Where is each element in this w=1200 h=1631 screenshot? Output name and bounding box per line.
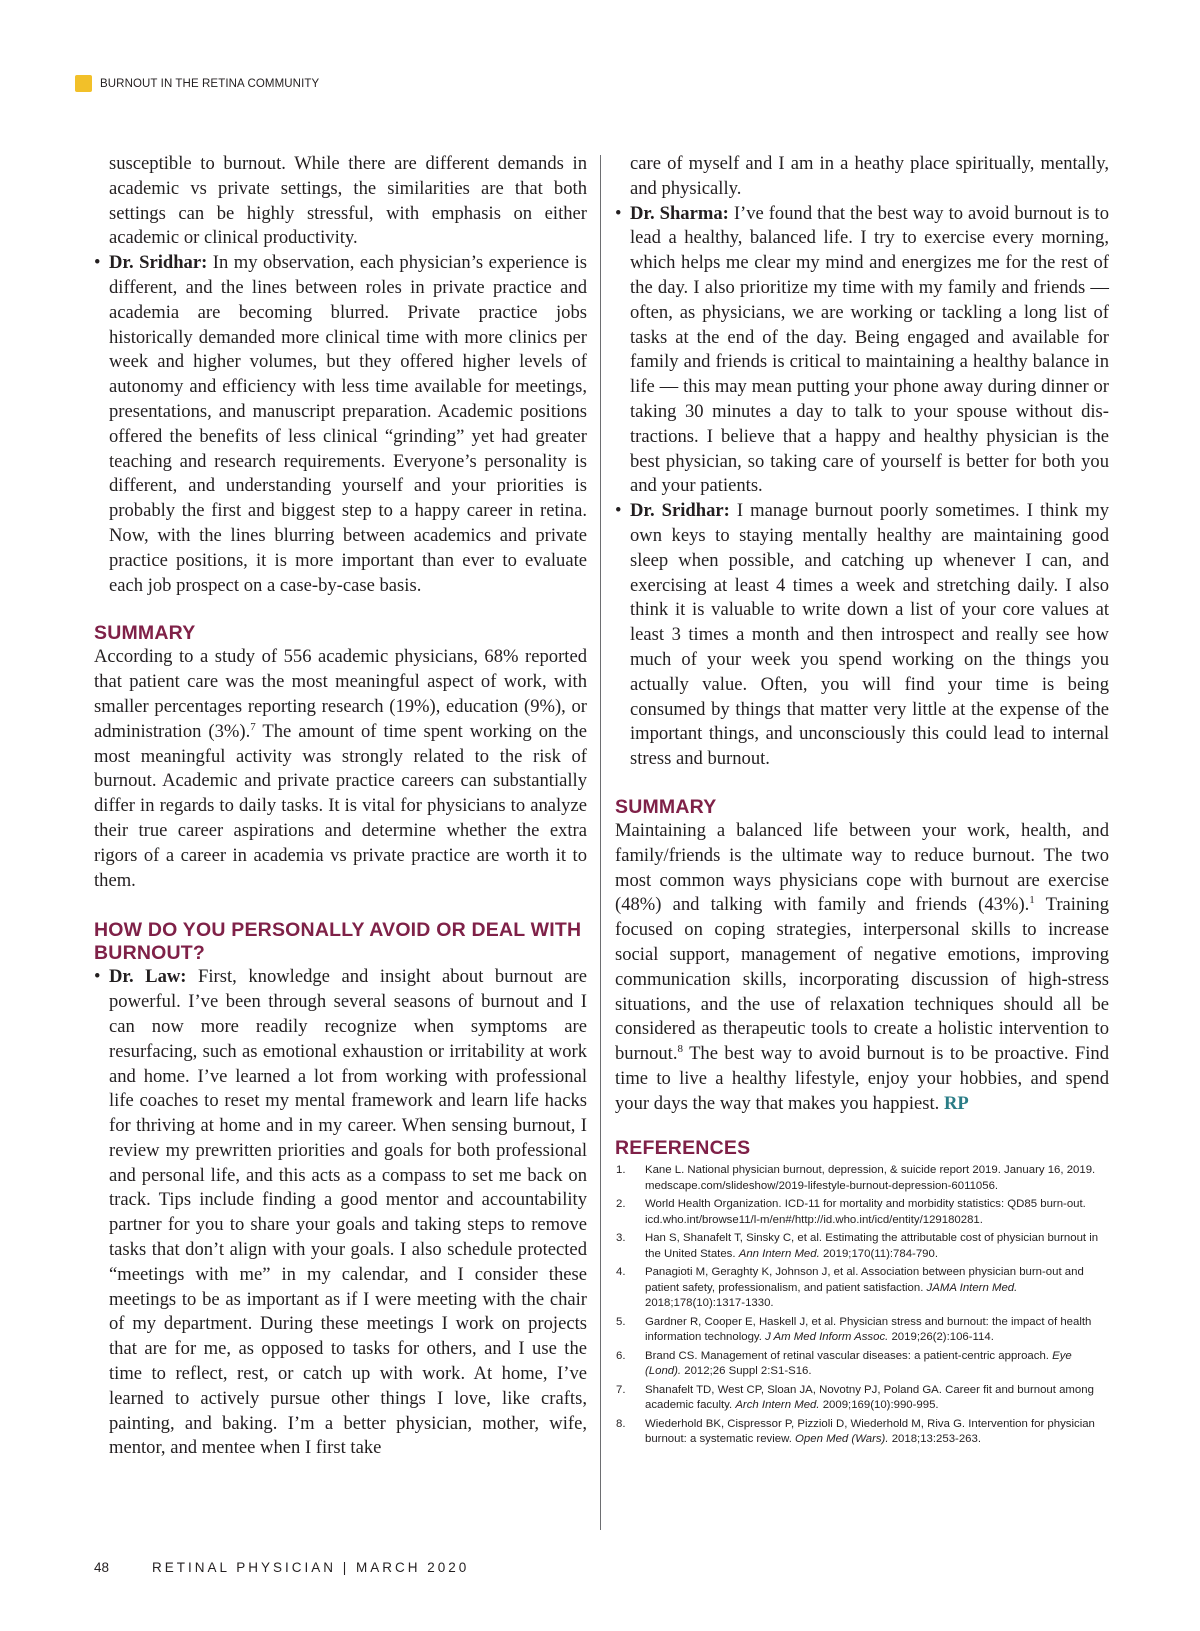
bullet-icon: • [615,500,622,522]
reference-journal: Arch Intern Med. [735,1399,820,1412]
summary-text-3: The best way to avoid burnout is to be proactive. Find time to live a healthy lifestyle, enjoy your hobbies, and spend your days the way that makes you happiest. [615,1043,1109,1114]
bullet-sridhar-careers [94,251,587,598]
left-column [94,152,587,1461]
reference-journal: Eye (Lond). [645,1349,1072,1378]
bullet-text: First, knowledge and insight about burnout are powerful. I’ve been through several seasons of burnout and I can now more readily recognize when symptoms are resurfacing, such as emotional exhaustion or irritability at work and home. I’ve learned a lot from working with professional life coaches to reset my mental framework and learn life hacks for thriving at home and in my career. When sensing burnout, I review my prewritten priorities and goals for both professional and personal life, and this acts as a compass to set me back on track. Tips include finding a good mentor and accountability partner for you to share your goals and taking steps to remove tasks that don’t align with your goals. I also schedule protected “meetings with me” in my calendar, and I consider these meetings to be as important as if I were meeting with the chair of my department. During these meetings I work on projects that are for me, as opposed to tasks for others, and I use the time to reflect, rest, or catch up with work. At home, I’ve learned to actively pursue other things I love, like crafts, painting, and baking. I’m a better physician, mother, wife, mentor, and mentee when I first take [109,966,587,1459]
reference-item [615,1315,1109,1346]
references-heading: REFERENCES [615,1137,751,1160]
page-footer [94,1560,469,1575]
reference-number: 4. [616,1266,626,1279]
reference-number: 8. [616,1417,626,1430]
reference-journal: Ann Intern Med. [738,1247,820,1260]
right-column [615,152,1109,1451]
references-list [615,1163,1109,1448]
citation-ref: 8 [677,1043,683,1056]
reference-citation: 2018;13:253-263. [888,1433,982,1446]
summary-heading-left: SUMMARY [94,622,196,645]
summary-text-1: According to a study of 556 academic physicians, 68% reported that patient care was the most meaningful aspect of work, with smaller percentages reporting research (19%), education (9%), or administration (3%). [94,646,587,742]
reference-number: 7. [616,1383,626,1396]
reference-text: Wiederhold BK, Cispressor P, Pizzioli D, Wiederhold M, Riva G. Intervention for physician burnout: a systematic review. [645,1417,1095,1446]
speaker-name: Dr. Sridhar: [630,500,730,522]
bullet-sridhar-coping [615,499,1109,772]
reference-citation: 2012;26 Suppl 2:S1-S16. [681,1365,812,1378]
page-number: 48 [94,1560,110,1575]
reference-citation: 2019;26(2):106-114. [888,1331,994,1344]
reference-item [615,1265,1109,1312]
reference-number: 6. [616,1349,626,1362]
end-mark: RP [943,1092,969,1114]
reference-number: 3. [616,1232,626,1245]
summary-paragraph-left [94,645,587,893]
reference-journal: JAMA Intern Med. [926,1281,1018,1294]
reference-text: Brand CS. Management of retinal vascular diseases: a patient-centric approach. [645,1349,1053,1362]
reference-item [615,1163,1109,1194]
reference-text: Kane L. National physician burnout, depression, & suicide report 2019. January 16, 2019. medscape.com/slideshow/2019-lifestyle-burnout-depression-6011056. [645,1164,1096,1192]
summary-text-2: The amount of time spent working on the most meaningful activity was strongly related to the risk of burnout. Academic and private practice careers can substantially differ in regards to daily tasks. It is vital for physicians to analyze their true career aspirations and determine whether the extra rigors of a career in academia vs private practice are worth it to them. [94,720,587,891]
summary-paragraph-right [615,819,1109,1117]
bullet-icon: • [94,252,101,274]
reference-citation: 2018;178(10):1317-1330. [645,1297,774,1310]
summary-text-2: Training focused on coping strategies, interpersonal skills to increase social support, management of negative emotions, improving communication skills, incorporating discussion of high-stress situations, and the use of relaxation techniques should all be considered as therapeutic tools to create a holistic intervention to burnout. [615,894,1109,1065]
bullet-text: In my observation, each physician’s experience is different, and the lines between roles in private practice and academia are becoming blurred. Private practice jobs historically demanded more clinical time with more clinics per week and higher volumes, but they offered higher levels of autonomy and efficiency with less time available for meetings, presentations, and manuscript preparation. Academic positions offered the benefits of less clinical “grinding” yet had greater teaching and research requirements. Everyone’s personality is different, and understanding yourself and your priorities is probably the first and biggest step to a happy career in retina. Now, with the lines blurring between academics and private practice positions, it is more important than ever to evaluate each job prospect on a case-by-case basis. [109,252,587,596]
column-divider [600,155,601,1530]
howto-heading: HOW DO YOU PERSONALLY AVOID OR DEAL WITH BURNOUT? [94,919,582,965]
citation-ref: 1 [1029,894,1035,907]
reference-journal: J Am Med Inform Assoc. [765,1331,889,1344]
reference-item [615,1383,1109,1414]
bullet-text: I manage burnout poorly sometimes. I think my own keys to staying mentally healthy are maintaining good sleep when possible, and catching up whenever I can, and exercising at least 4 times a week and stretching daily. I also think it is valuable to write down a list of your core values at least 3 times a month and then introspect and really see how much of your week you spend working on the things you actually value. Often, you will find your time is being consumed by things that matter very little at the expense of the important things, and unconsciously this could lead to internal stress and burnout. [630,500,1109,770]
publication-info: RETINAL PHYSICIAN | MARCH 2020 [152,1560,470,1575]
summary-heading-right: SUMMARY [615,795,717,818]
section-title: BURNOUT IN THE RETINA COMMUNITY [100,78,320,90]
reference-item [615,1417,1109,1448]
reference-number: 5. [616,1315,626,1328]
section-marker-icon [75,75,92,92]
speaker-name: Dr. Sharma: [630,202,729,224]
reference-item [615,1349,1109,1380]
citation-ref: 7 [250,720,256,733]
reference-citation: 2019;170(11):784-790. [819,1247,938,1260]
reference-number: 1. [616,1164,626,1177]
reference-text: Panagioti M, Geraghty K, Johnson J, et al. Association between physician burn-out and patient safety, professionalism, and patient satisfaction. [645,1266,1084,1294]
bullet-text: I’ve found that the best way to avoid burnout is to lead a healthy, balanced life. I try to exercise every morning, which helps me clear my mind and energizes me for the rest of the day. I also prioritize my time with my family and friends — often, as physicians, we are working or tackling a long list of tasks at the end of the day. Being engaged and available for family and friends is critical to maintaining a healthy balance in life — this may mean putting your phone away during dinner or taking 30 minutes a day to talk to your spouse without distractions. I believe that a happy and healthy physician is the best physician, so taking care of yourself is better for both you and your patients. [630,202,1110,497]
speaker-name: Dr. Sridhar: [109,252,208,274]
reference-text: Han S, Shanafelt T, Sinsky C, et al. Estimating the attributable cost of physician burnout in the United States. [645,1232,1099,1260]
reference-text: Gardner R, Cooper E, Haskell J, et al. Physician stress and burnout: the impact of health information technology. [645,1315,1092,1344]
speaker-name: Dr. Law: [109,966,187,988]
summary-text-1: Maintaining a balanced life between your work, health, and family/friends is the ultimate way to reduce burnout. The two most common ways physicians cope with burnout are exercise (48%) and talking with family and friends (43%). [615,819,1109,916]
reference-journal: Open Med (Wars). [795,1433,889,1446]
reference-number: 2. [616,1198,626,1211]
intro-continuation: susceptible to burnout. While there are different demands in academic vs private settings, the similarities are that both settings can be highly stressful, with emphasis on either academic or clinical productivity. [109,153,587,249]
reference-citation: 2009;169(10):990-995. [819,1399,939,1412]
bullet-law [94,965,587,1461]
reference-item [615,1231,1109,1262]
reference-text: World Health Organization. ICD-11 for mortality and morbidity statistics: QD85 burn-out. icd.who.int/browse11/l-m/en#/http://id.who.int/icd/entity/129180281. [645,1198,1086,1226]
reference-item [615,1197,1109,1228]
law-continuation: care of myself and I am in a heathy place spiritually, mentally, and physically. [630,153,1109,199]
reference-text: Shanafelt TD, West CP, Sloan JA, Novotny PJ, Poland GA. Career fit and burnout among academic faculty. [645,1383,1094,1412]
bullet-icon: • [615,202,622,224]
bullet-sharma [615,202,1109,500]
bullet-icon: • [94,966,101,988]
